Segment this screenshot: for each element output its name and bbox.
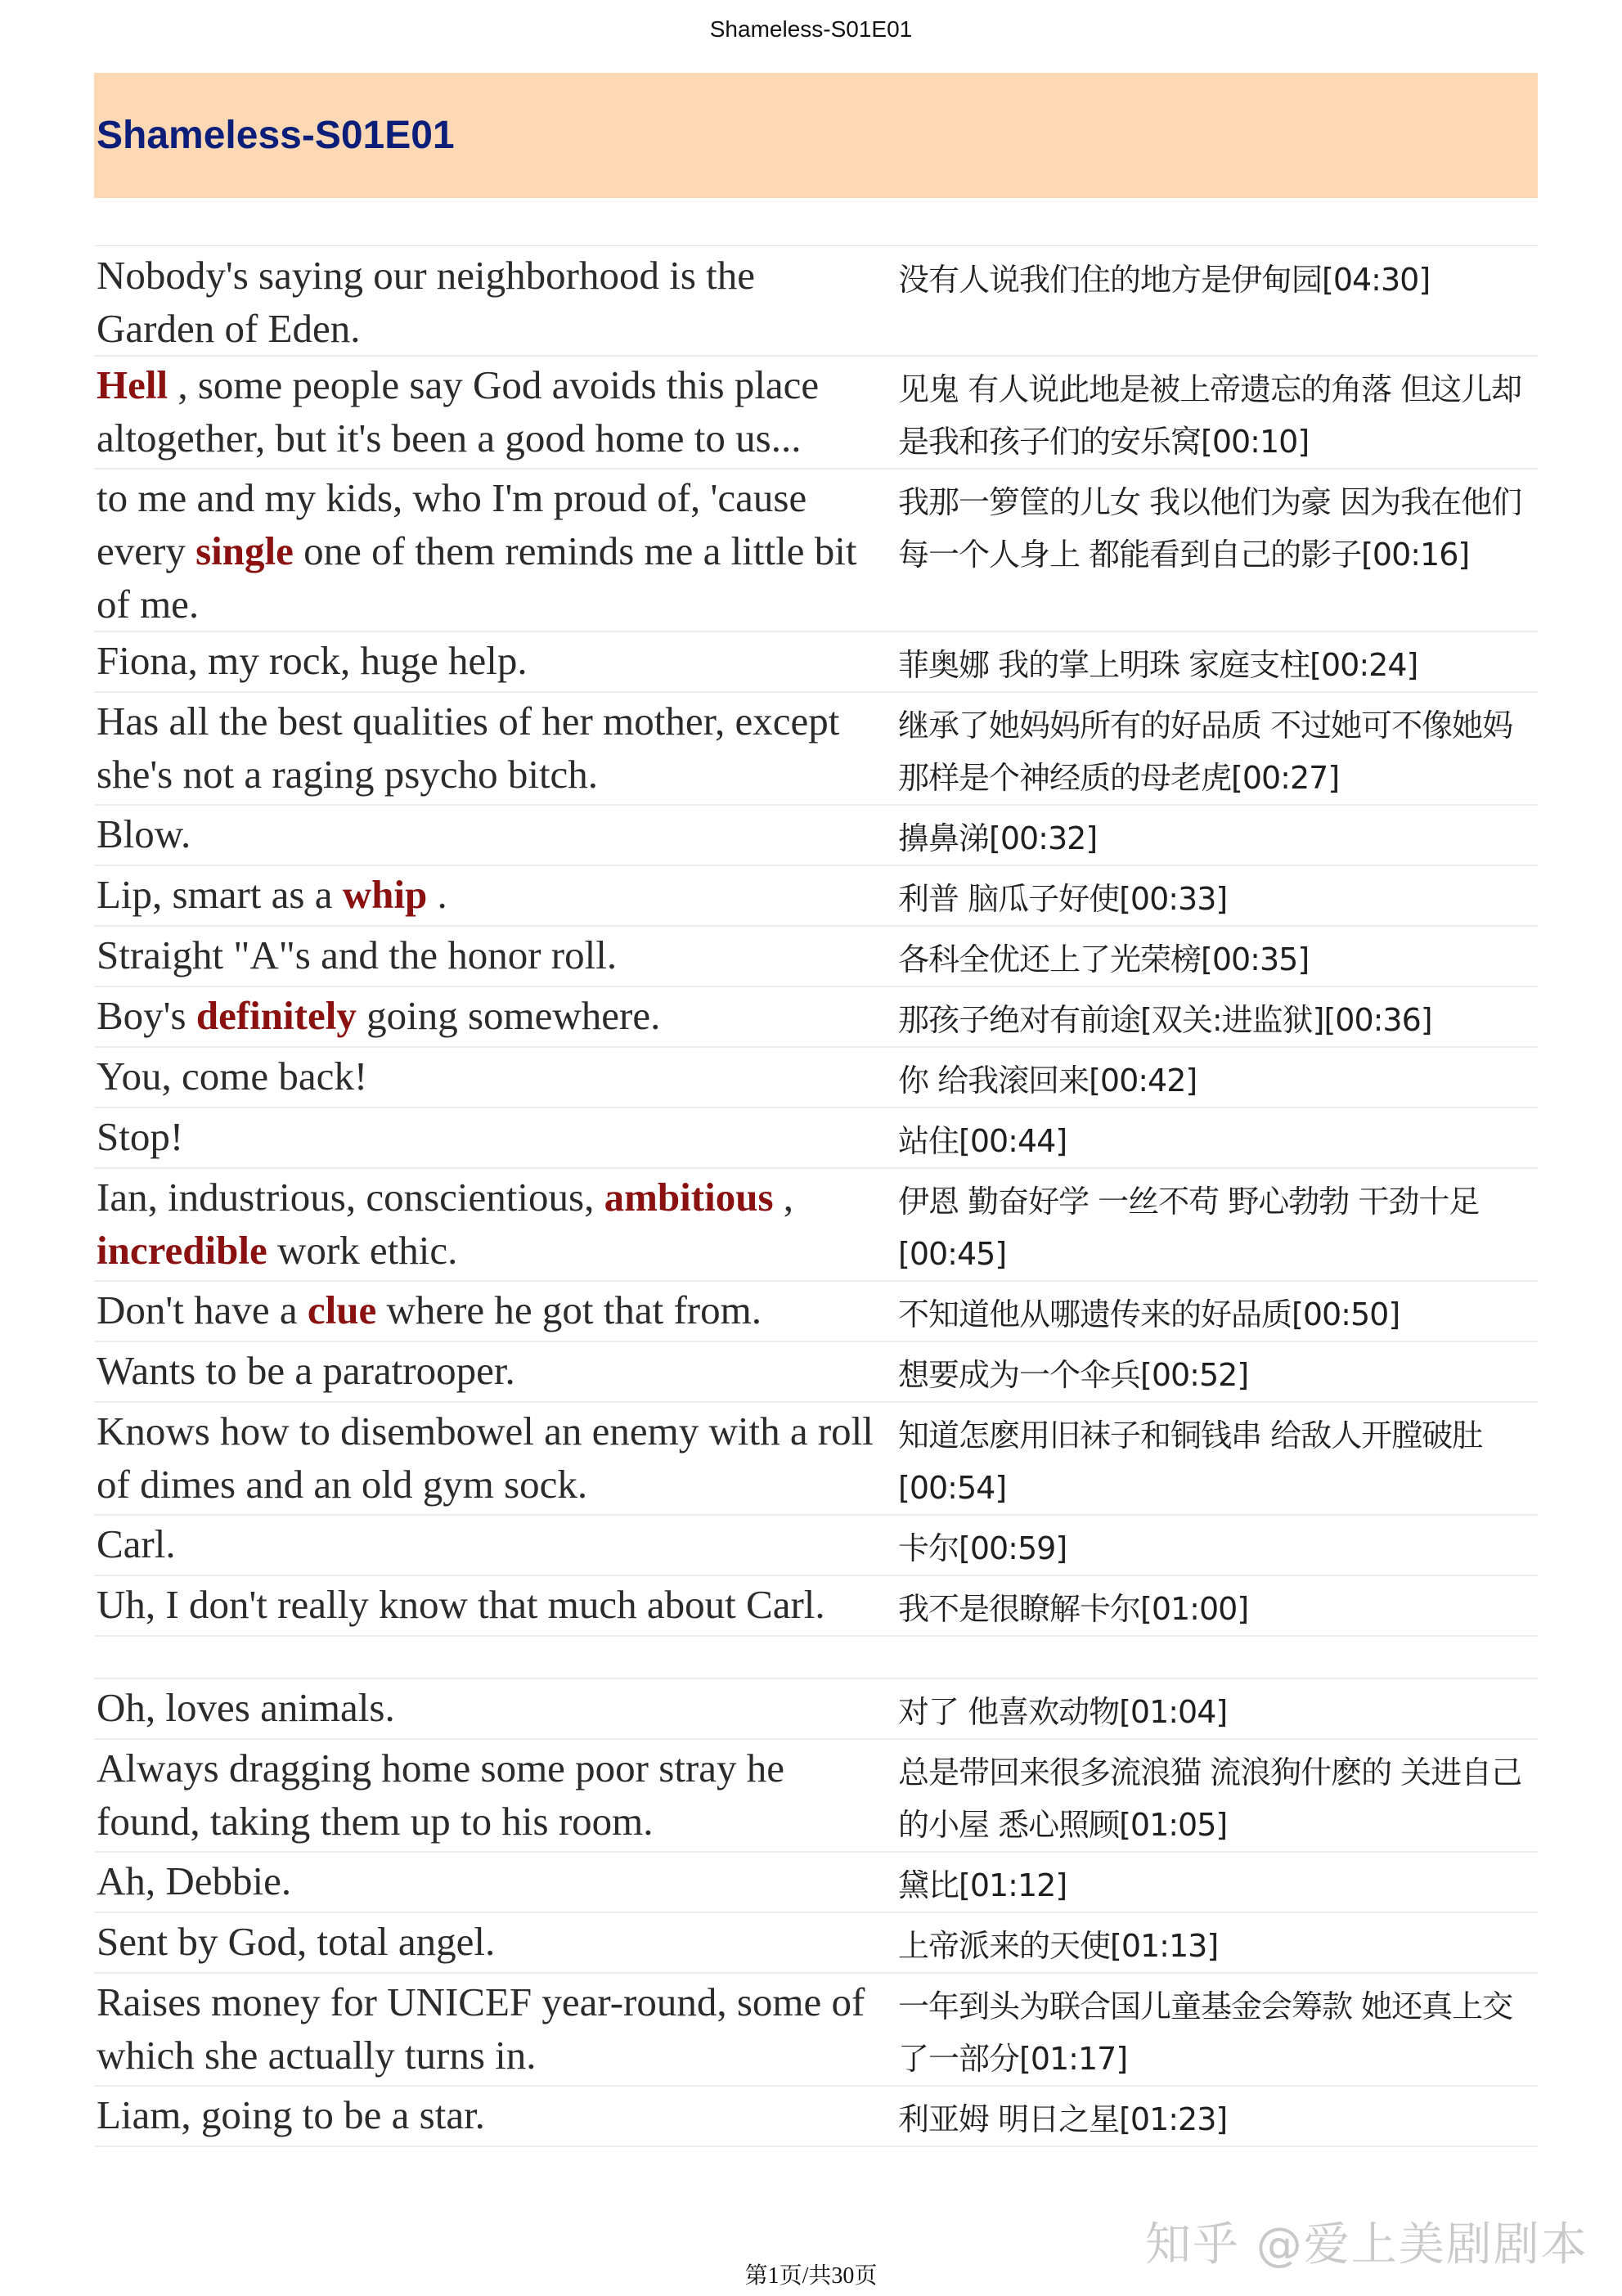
- table-row: [94, 1913, 1538, 1974]
- subtitle-table: [94, 247, 1538, 2147]
- chinese-line: 不知道他从哪遗传来的好品质[00:50]: [898, 1296, 1400, 1332]
- table-row: [94, 1853, 1538, 1913]
- english-text: Oh, loves animals.: [97, 1685, 395, 1730]
- chinese-line: 知道怎麽用旧袜子和铜钱串 给敌人开膛破肚[00:54]: [898, 1418, 1483, 1506]
- running-header: Shameless-S01E01: [709, 16, 913, 42]
- table-row: [94, 1516, 1538, 1576]
- chinese-line: 你 给我滚回来[00:42]: [898, 1063, 1197, 1099]
- english-line: [94, 1516, 875, 1575]
- english-text: Straight "A"s and the honor roll.: [97, 932, 618, 977]
- table-row: [94, 1048, 1538, 1108]
- english-line: [94, 987, 875, 1046]
- chinese-line: 站住[00:44]: [898, 1123, 1067, 1159]
- english-text: Boy's: [97, 993, 196, 1038]
- table-row: [94, 1740, 1538, 1853]
- highlighted-word: whip: [342, 872, 428, 917]
- chinese-line: 对了 他喜欢动物[01:04]: [898, 1694, 1228, 1730]
- english-line: [94, 1169, 875, 1280]
- highlighted-word: definitely: [195, 993, 357, 1038]
- table-row: [94, 470, 1538, 632]
- table-row: [94, 1108, 1538, 1169]
- english-text: Stop!: [97, 1114, 184, 1159]
- chinese-line: 伊恩 勤奋好学 一丝不苟 野心勃勃 干劲十足[00:45]: [898, 1184, 1480, 1272]
- english-text: Carl.: [97, 1521, 176, 1566]
- page-title: Shameless-S01E01: [97, 114, 455, 157]
- english-text: Nobody's saying our neighborhood is the Garden of Eden.: [97, 253, 756, 351]
- table-row: [94, 1342, 1538, 1403]
- table-row: [94, 2087, 1538, 2147]
- title-band: [94, 73, 1538, 198]
- chinese-line: 总是带回来很多流浪猫 流浪狗什麽的 关进自己的小屋 悉心照顾[01:05]: [898, 1755, 1522, 1843]
- english-text: Ah, Debbie.: [97, 1858, 292, 1903]
- english-line: [94, 357, 875, 468]
- chinese-line: 各科全优还上了光荣榜[00:35]: [898, 941, 1310, 977]
- table-row: [94, 632, 1538, 693]
- english-line: [94, 693, 875, 804]
- highlighted-word: clue: [307, 1287, 377, 1332]
- english-text: , some people say God avoids this place altogether, but it's been a good home to us...: [97, 362, 820, 461]
- english-line: [94, 1108, 875, 1167]
- chinese-line: 想要成为一个伞兵[00:52]: [898, 1357, 1249, 1393]
- english-text: going somewhere.: [356, 993, 661, 1038]
- english-text: Liam, going to be a star.: [97, 2092, 485, 2137]
- english-line: [94, 1740, 875, 1851]
- english-line: [94, 1342, 875, 1401]
- english-text: one of them reminds me a little bit of me.: [97, 528, 857, 627]
- chinese-line: 没有人说我们住的地方是伊甸园[04:30]: [898, 262, 1431, 298]
- chinese-line: 上帝派来的天使[01:13]: [898, 1928, 1219, 1964]
- english-text: ,: [773, 1175, 794, 1220]
- english-text: Don't have a: [97, 1287, 308, 1332]
- table-row: [94, 866, 1538, 927]
- english-text: Sent by God, total angel.: [97, 1919, 496, 1964]
- english-text: to me and my kids, who I'm proud of, 'cause every: [97, 475, 807, 573]
- table-row: [94, 1576, 1538, 1637]
- english-line: [94, 1853, 875, 1912]
- table-row: [94, 806, 1538, 866]
- table-row: [94, 1974, 1538, 2087]
- table-row: [94, 247, 1538, 357]
- table-top-divider: [94, 245, 1538, 246]
- english-line: [94, 1679, 875, 1738]
- highlighted-word: single: [195, 528, 294, 573]
- english-text: Raises money for UNICEF year-round, some of which she actually turns in.: [97, 1979, 865, 2078]
- english-text: Uh, I don't really know that much about Carl.: [97, 1582, 825, 1627]
- english-text: Knows how to disembowel an enemy with a roll of dimes and an old gym sock.: [97, 1409, 874, 1507]
- english-line: [94, 1048, 875, 1107]
- chinese-line: 我那一箩筐的儿女 我以他们为豪 因为我在他们每一个人身上 都能看到自己的影子[00:16]: [898, 484, 1522, 573]
- english-text: Lip, smart as a: [97, 872, 343, 917]
- english-line: [94, 470, 875, 631]
- chinese-line: 卡尔[00:59]: [898, 1530, 1067, 1566]
- english-line: [94, 1913, 875, 1972]
- table-row: [94, 1679, 1538, 1740]
- english-text: work ethic.: [267, 1228, 458, 1273]
- english-text: Has all the best qualities of her mother, except she's not a raging psycho bitch.: [97, 699, 840, 797]
- chinese-line: 我不是很瞭解卡尔[01:00]: [898, 1591, 1249, 1627]
- english-line: [94, 1403, 875, 1514]
- chinese-line: 见鬼 有人说此地是被上帝遗忘的角落 但这儿却是我和孩子们的安乐窝[00:10]: [898, 371, 1522, 460]
- chinese-line: 一年到头为联合国儿童基金会筹款 她还真上交了一部分[01:17]: [898, 1988, 1513, 2077]
- table-row: [94, 1403, 1538, 1516]
- table-row: [94, 987, 1538, 1048]
- english-text: where he got that from.: [376, 1287, 762, 1332]
- chinese-line: 利普 脑瓜子好使[00:33]: [898, 881, 1228, 917]
- spacer-row: [94, 1637, 1538, 1679]
- table-row: [94, 927, 1538, 987]
- english-text: Blow.: [97, 811, 191, 856]
- english-text: Always dragging home some poor stray he found, taking them up to his room.: [97, 1746, 784, 1844]
- table-row: [94, 1282, 1538, 1342]
- english-line: [94, 806, 875, 865]
- english-text: You, come back!: [97, 1054, 368, 1099]
- highlighted-word: incredible: [97, 1228, 267, 1273]
- chinese-line: 那孩子绝对有前途[双关:进监狱][00:36]: [898, 1002, 1432, 1038]
- english-line: [94, 1282, 875, 1341]
- page-number: 第1页/共30页: [744, 2263, 878, 2289]
- chinese-line: 擤鼻涕[00:32]: [898, 820, 1098, 856]
- english-line: [94, 1974, 875, 2085]
- chinese-line: 黛比[01:12]: [898, 1867, 1067, 1903]
- watermark: 知乎 @爱上美剧剧本: [1145, 2218, 1588, 2271]
- english-text: Fiona, my rock, huge help.: [97, 638, 528, 683]
- highlighted-word: ambitious: [604, 1175, 774, 1220]
- table-row: [94, 693, 1538, 806]
- english-line: [94, 2087, 875, 2145]
- chinese-line: 继承了她妈妈所有的好品质 不过她可不像她妈那样是个神经质的母老虎[00:27]: [898, 708, 1513, 796]
- english-text: Wants to be a paratrooper.: [97, 1348, 515, 1393]
- english-text: Ian, industrious, conscientious,: [97, 1175, 604, 1220]
- chinese-line: 菲奥娜 我的掌上明珠 家庭支柱[00:24]: [898, 647, 1418, 683]
- english-line: [94, 632, 875, 691]
- table-row: [94, 357, 1538, 470]
- chinese-line: 利亚姆 明日之星[01:23]: [898, 2101, 1228, 2137]
- english-text: .: [427, 872, 447, 917]
- english-line: [94, 866, 875, 925]
- english-line: [94, 247, 875, 355]
- english-line: [94, 927, 875, 986]
- table-row: [94, 1169, 1538, 1282]
- highlighted-word: Hell: [97, 362, 168, 407]
- english-line: [94, 1576, 875, 1635]
